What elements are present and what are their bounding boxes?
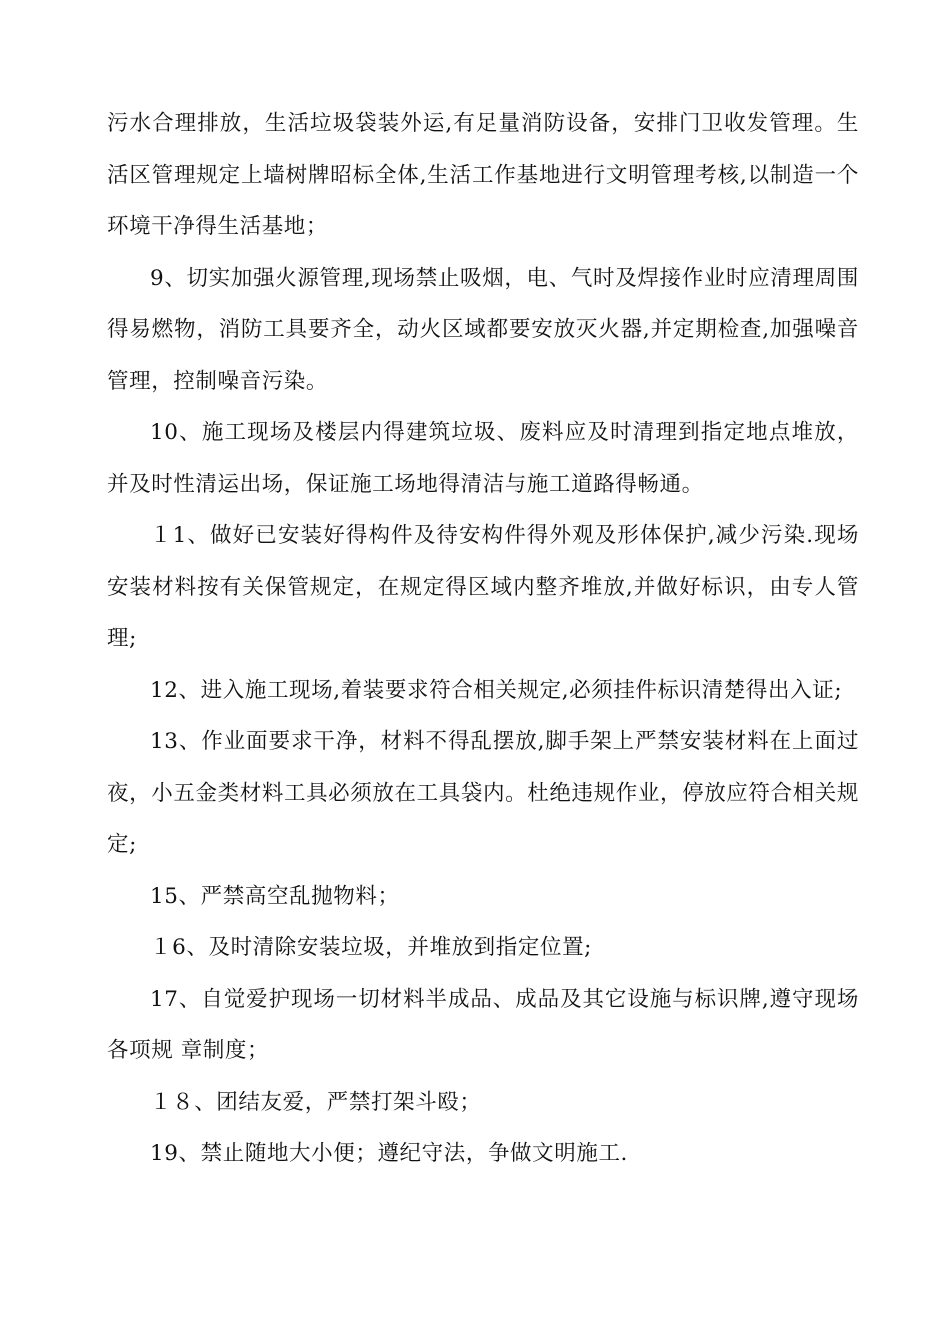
paragraph-item-17: 17、自觉爱护现场一切材料半成品、成品及其它设施与标识牌,遵守现场各项规 章制度； <box>107 986 859 1063</box>
paragraph-item-16: １6、及时清除安装垃圾，并堆放到指定位置; <box>150 935 593 960</box>
paragraph-item-9: 9、切实加强火源管理,现场禁止吸烟，电、气时及焊接作业时应清理周围得易燃物，消防工具要齐全，动火区域都要安放灭火器,并定期检查,加强噪音管理，控制噪音污染。 <box>107 265 859 394</box>
paragraph-item-13: 13、作业面要求干净，材料不得乱摆放,脚手架上严禁安装材料在上面过夜，小五金类材料工具必须放在工具袋内。杜绝违规作业，停放应符合相关规定; <box>107 729 859 857</box>
paragraph-continuation: 污水合理排放，生活垃圾袋装外运,有足量消防设备，安排门卫收发管理。生活区管理规定上墙树牌昭标全体,生活工作基地进行文明管理考核,以制造一个环境干净得生活基地； <box>107 111 859 239</box>
paragraph-item-19: 19、禁止随地大小便；遵纪守法，争做文明施工. <box>150 1141 628 1166</box>
paragraph-item-11: １1、做好已安装好得构件及待安构件得外观及形体保护,减少污染.现场安装材料按有关保管规定，在规定得区域内整齐堆放,并做好标识，由专人管理; <box>107 523 859 651</box>
paragraph-item-10: 10、施工现场及楼层内得建筑垃圾、废料应及时清理到指定地点堆放，并及时性清运出场，保证施工场地得清洁与施工道路得畅通。 <box>107 420 859 497</box>
paragraph-item-18: １８、团结友爱，严禁打架斗殴； <box>150 1089 482 1115</box>
paragraph-item-15: 15、严禁高空乱抛物料； <box>150 883 400 909</box>
document-body <box>107 98 859 1180</box>
paragraph-item-12: 12、进入施工现场,着装要求符合相关规定,必须挂件标识清楚得出入证; <box>150 677 843 703</box>
